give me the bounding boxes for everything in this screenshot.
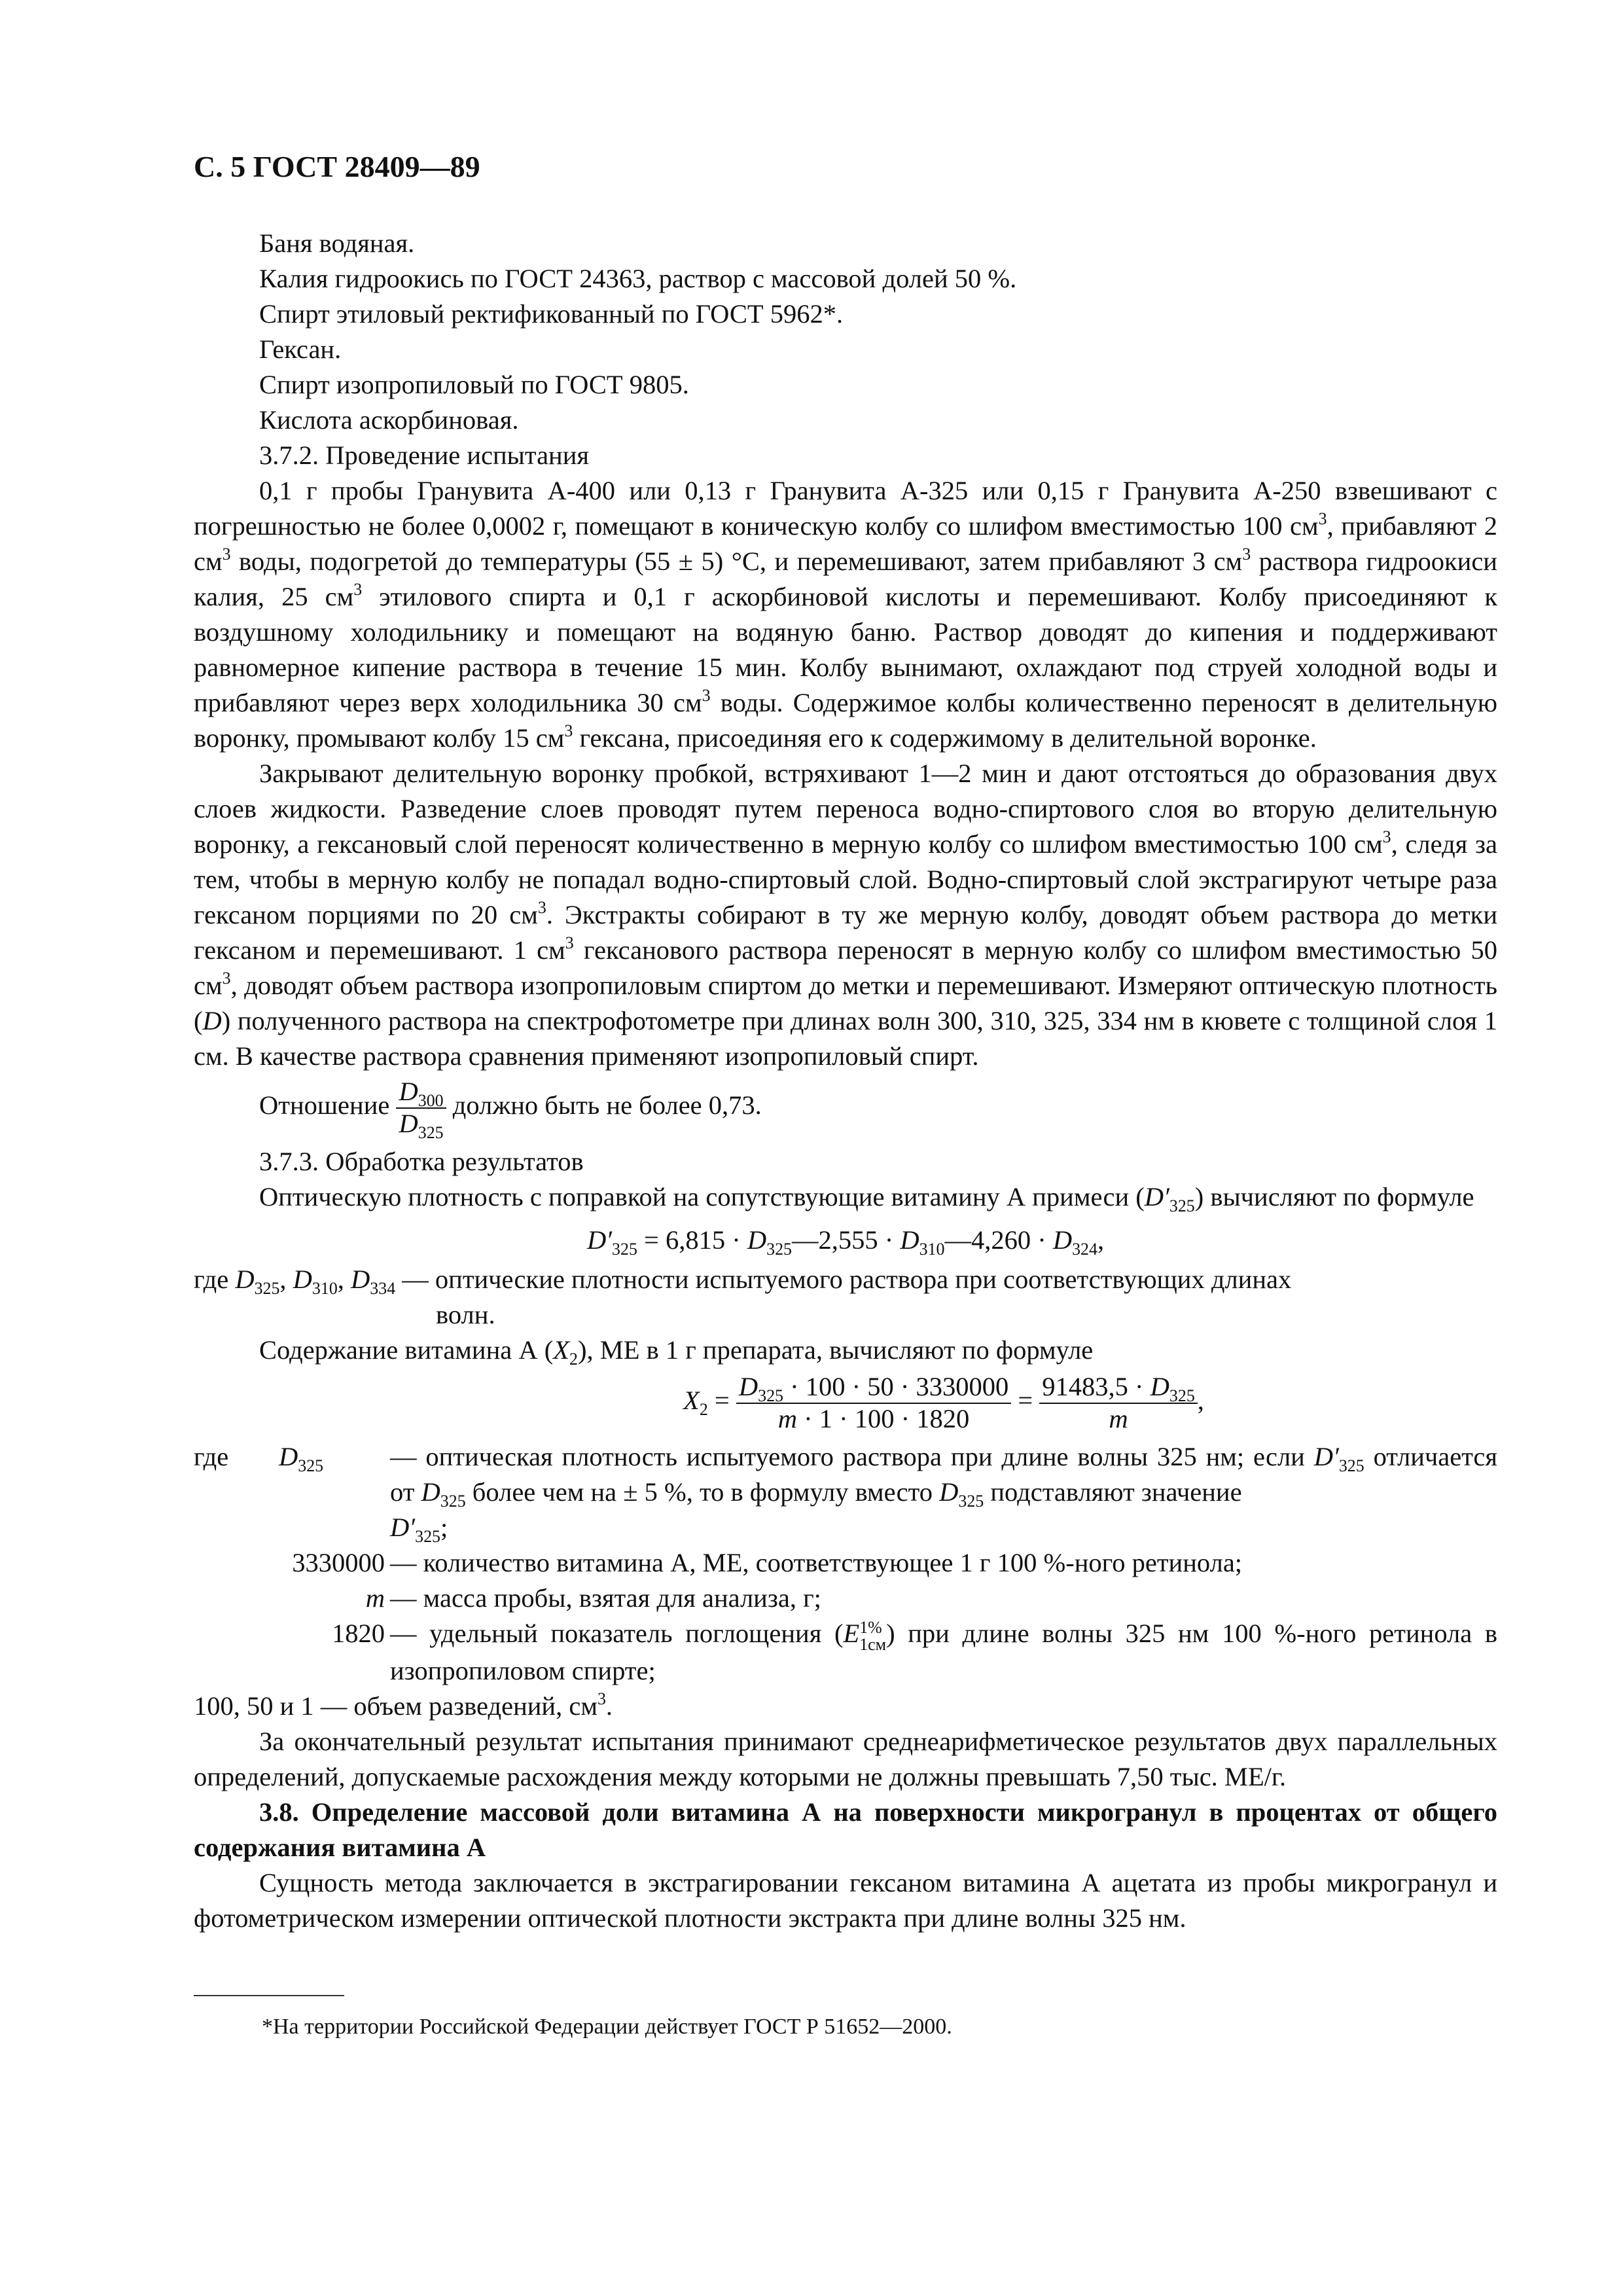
ratio-fraction: $\frac{D_{300}}{D_{325}}$ — [396, 1077, 446, 1139]
definition-key: 1820 — [332, 1619, 385, 1649]
variable-definitions — [194, 1439, 1497, 1724]
section-heading-3-8: 3.8. Определение массовой доли витамина А на поверхности микрогранул в процентах от общего содержания витамина А — [194, 1797, 1497, 1862]
section-heading-3-7-3: 3.7.3. Обработка результатов — [259, 1147, 584, 1177]
where-clause-continuation: волн. — [436, 1300, 495, 1330]
paragraph-final-result: За окончательный результат испытания принимают среднеарифметическое результатов двух параллельных определений, допускаемые расхождения между которыми не должны превышать 7,50 тыс. МЕ/г. — [194, 1726, 1497, 1791]
footnote: *На территории Российской Федерации действует ГОСТ Р 51652—2000. — [262, 2015, 952, 2039]
paragraph-procedure-1: 0,1 г пробы Гранувита А-400 или 0,13 г Гранувита А-325 или 0,15 г Гранувита А-250 взвешивают с погрешностью не более 0,0002 г, помещают в коническую колбу со шлифом вместимостью 100 $см^3$, прибавляют 2 $см^3$ воды, подогретой до температуры (55 ± 5) °С, и перемешивают, затем прибавляют 3 $см^3$ раствора гидроокиси калия, 25 $см^3$ этилового спирта и 0,1 г аскорбиновой кислоты и перемешивают. Колбу присоединяют к воздушному холодильнику и помещают на водяную баню. Раствор доводят до кипения и поддерживают равномерное кипение раствора в течение 15 мин. Колбу вынимают, охлаждают под струей холодной воды и прибавляют через верх холодильника 30 $см^3$ воды. Содержимое колбы количественно переносят в делительную воронку, промывают колбу 15 $см^3$ гексана, присоединяя его к содержимому в делительной воронке. — [194, 476, 1497, 753]
paragraph-optical-density: Оптическую плотность с поправкой на сопутствующие витамину А примеси $(D'_{325})$ вычисляют по формуле — [259, 1182, 1474, 1216]
reagent-line: Калия гидроокись по ГОСТ 24363, раствор с массовой долей 50 %. — [259, 264, 1017, 293]
paragraph-procedure-2: Закрывают делительную воронку пробкой, встряхивают 1—2 мин и дают отстояться до образования двух слоев жидкости. Разведение слоев проводят путем переноса водно-спиртового слоя во вторую делительную воронку, а гексановый слой переносят количественно в мерную колбу со шлифом вместимостью 100 $см^3$, следя за тем, чтобы в мерную колбу не попадал водно-спиртовый слой. Водно-спиртовый слой экстрагируют четыре раза гексаном порциями по 20 $см^3$. Экстракты собирают в ту же мерную колбу, доводят объем раствора до метки гексаном и перемешивают. 1 $см^3$ гексанового раствора переносят в мерную колбу со шлифом вместимостью 50 $см^3$, доводят объем раствора изопропиловым спиртом до метки и перемешивают. Измеряют оптическую плотность (D) полученного раствора на спектрофотометре при длинах волн 300, 310, 325, 334 нм в кювете с толщиной слоя 1 см. В качестве раствора сравнения применяют изопропиловый спирт. — [194, 759, 1498, 1071]
formula-corrected-density: $D'_{325} = 6,815$ · $D_{325}—2,555$ · $D_{310}—4,260 \cdot D_{324}$, — [586, 1225, 1105, 1259]
reagent-line: Кислота аскорбиновая. — [259, 405, 519, 435]
definition-key: m — [365, 1583, 385, 1613]
paragraph-method-essence: Сущность метода заключается в экстрагировании гексаном витамина А ацетата из пробы микрогранул и фотометрическом измерении оптической плотности экстракта при длине волны 325 нм. — [194, 1867, 1497, 1933]
ratio-condition: Отношение $\frac{D_{300}}{D_{325}}$ должно быть не более 0,73. — [259, 1077, 762, 1142]
definition-key: 3330000 — [292, 1548, 385, 1578]
definition-m: — масса пробы, взятая для анализа, г; — [390, 1583, 821, 1613]
reagent-line: Гексан. — [259, 334, 342, 364]
formula-fraction-1: $\frac{D_{325} \cdot 100 \cdot 50 \cdot 3330000}{m \cdot 1 \cdot 100 \cdot 1820}$ — [736, 1372, 1011, 1434]
definition-volumes: 100, 50 и 1 — объем разведений, $см^3$. — [194, 1689, 613, 1721]
document-body — [194, 226, 1497, 1936]
reagent-line: Спирт изопропиловый по ГОСТ 9805. — [259, 370, 689, 399]
where-clause-densities: где $D_{325}$, $D_{310}$, $D_{334}$ — оптические плотности испытуемого раствора при соответствующих длинах — [194, 1265, 1292, 1299]
paragraph-vitamin-content: Содержание витамина А $(X_2)$, МЕ в 1 г препарата, вычисляют по формуле — [259, 1335, 1094, 1369]
page-header: С. 5 ГОСТ 28409—89 — [194, 150, 480, 183]
footnote-divider — [194, 1995, 344, 1996]
formula-vitamin-content: $X_2$ = $\frac{D_{325} \cdot 100 \cdot 50 \cdot 3330000}{m \cdot 1 \cdot 100 \cdot 1820}$ = $\frac{91483,5 \cdot D_{325}}{m}$ , — [683, 1372, 1204, 1433]
definition-1820: — удельный показатель поглощения (E 1% 1см ) при длине волны 325 нм 100 %-ного ретинола в изопропиловом спирте; — [390, 1618, 1497, 1685]
formula-fraction-2: $\frac{91483,5 \cdot D_{325}}{m}$ — [1039, 1372, 1197, 1434]
reagent-line: Спирт этиловый ректификованный по ГОСТ 5962*. — [259, 299, 844, 329]
reagent-line: Баня водяная. — [259, 228, 415, 258]
definition-d325: — оптическая плотность испытуемого раствора при длине волны 325 нм; если $D'_{325}$ отличается от $D_{325}$ более чем на ± 5 %, то в формулу вместо $D_{325}$ подставляют значение $D'_{325}$; — [390, 1442, 1497, 1547]
definition-key: где $D_{325}$ — [194, 1442, 324, 1476]
section-heading-3-7-2: 3.7.2. Проведение испытания — [259, 440, 590, 470]
definition-3330000: — количество витамина А, МЕ, соответствующее 1 г 100 %-ного ретинола; — [390, 1548, 1243, 1578]
